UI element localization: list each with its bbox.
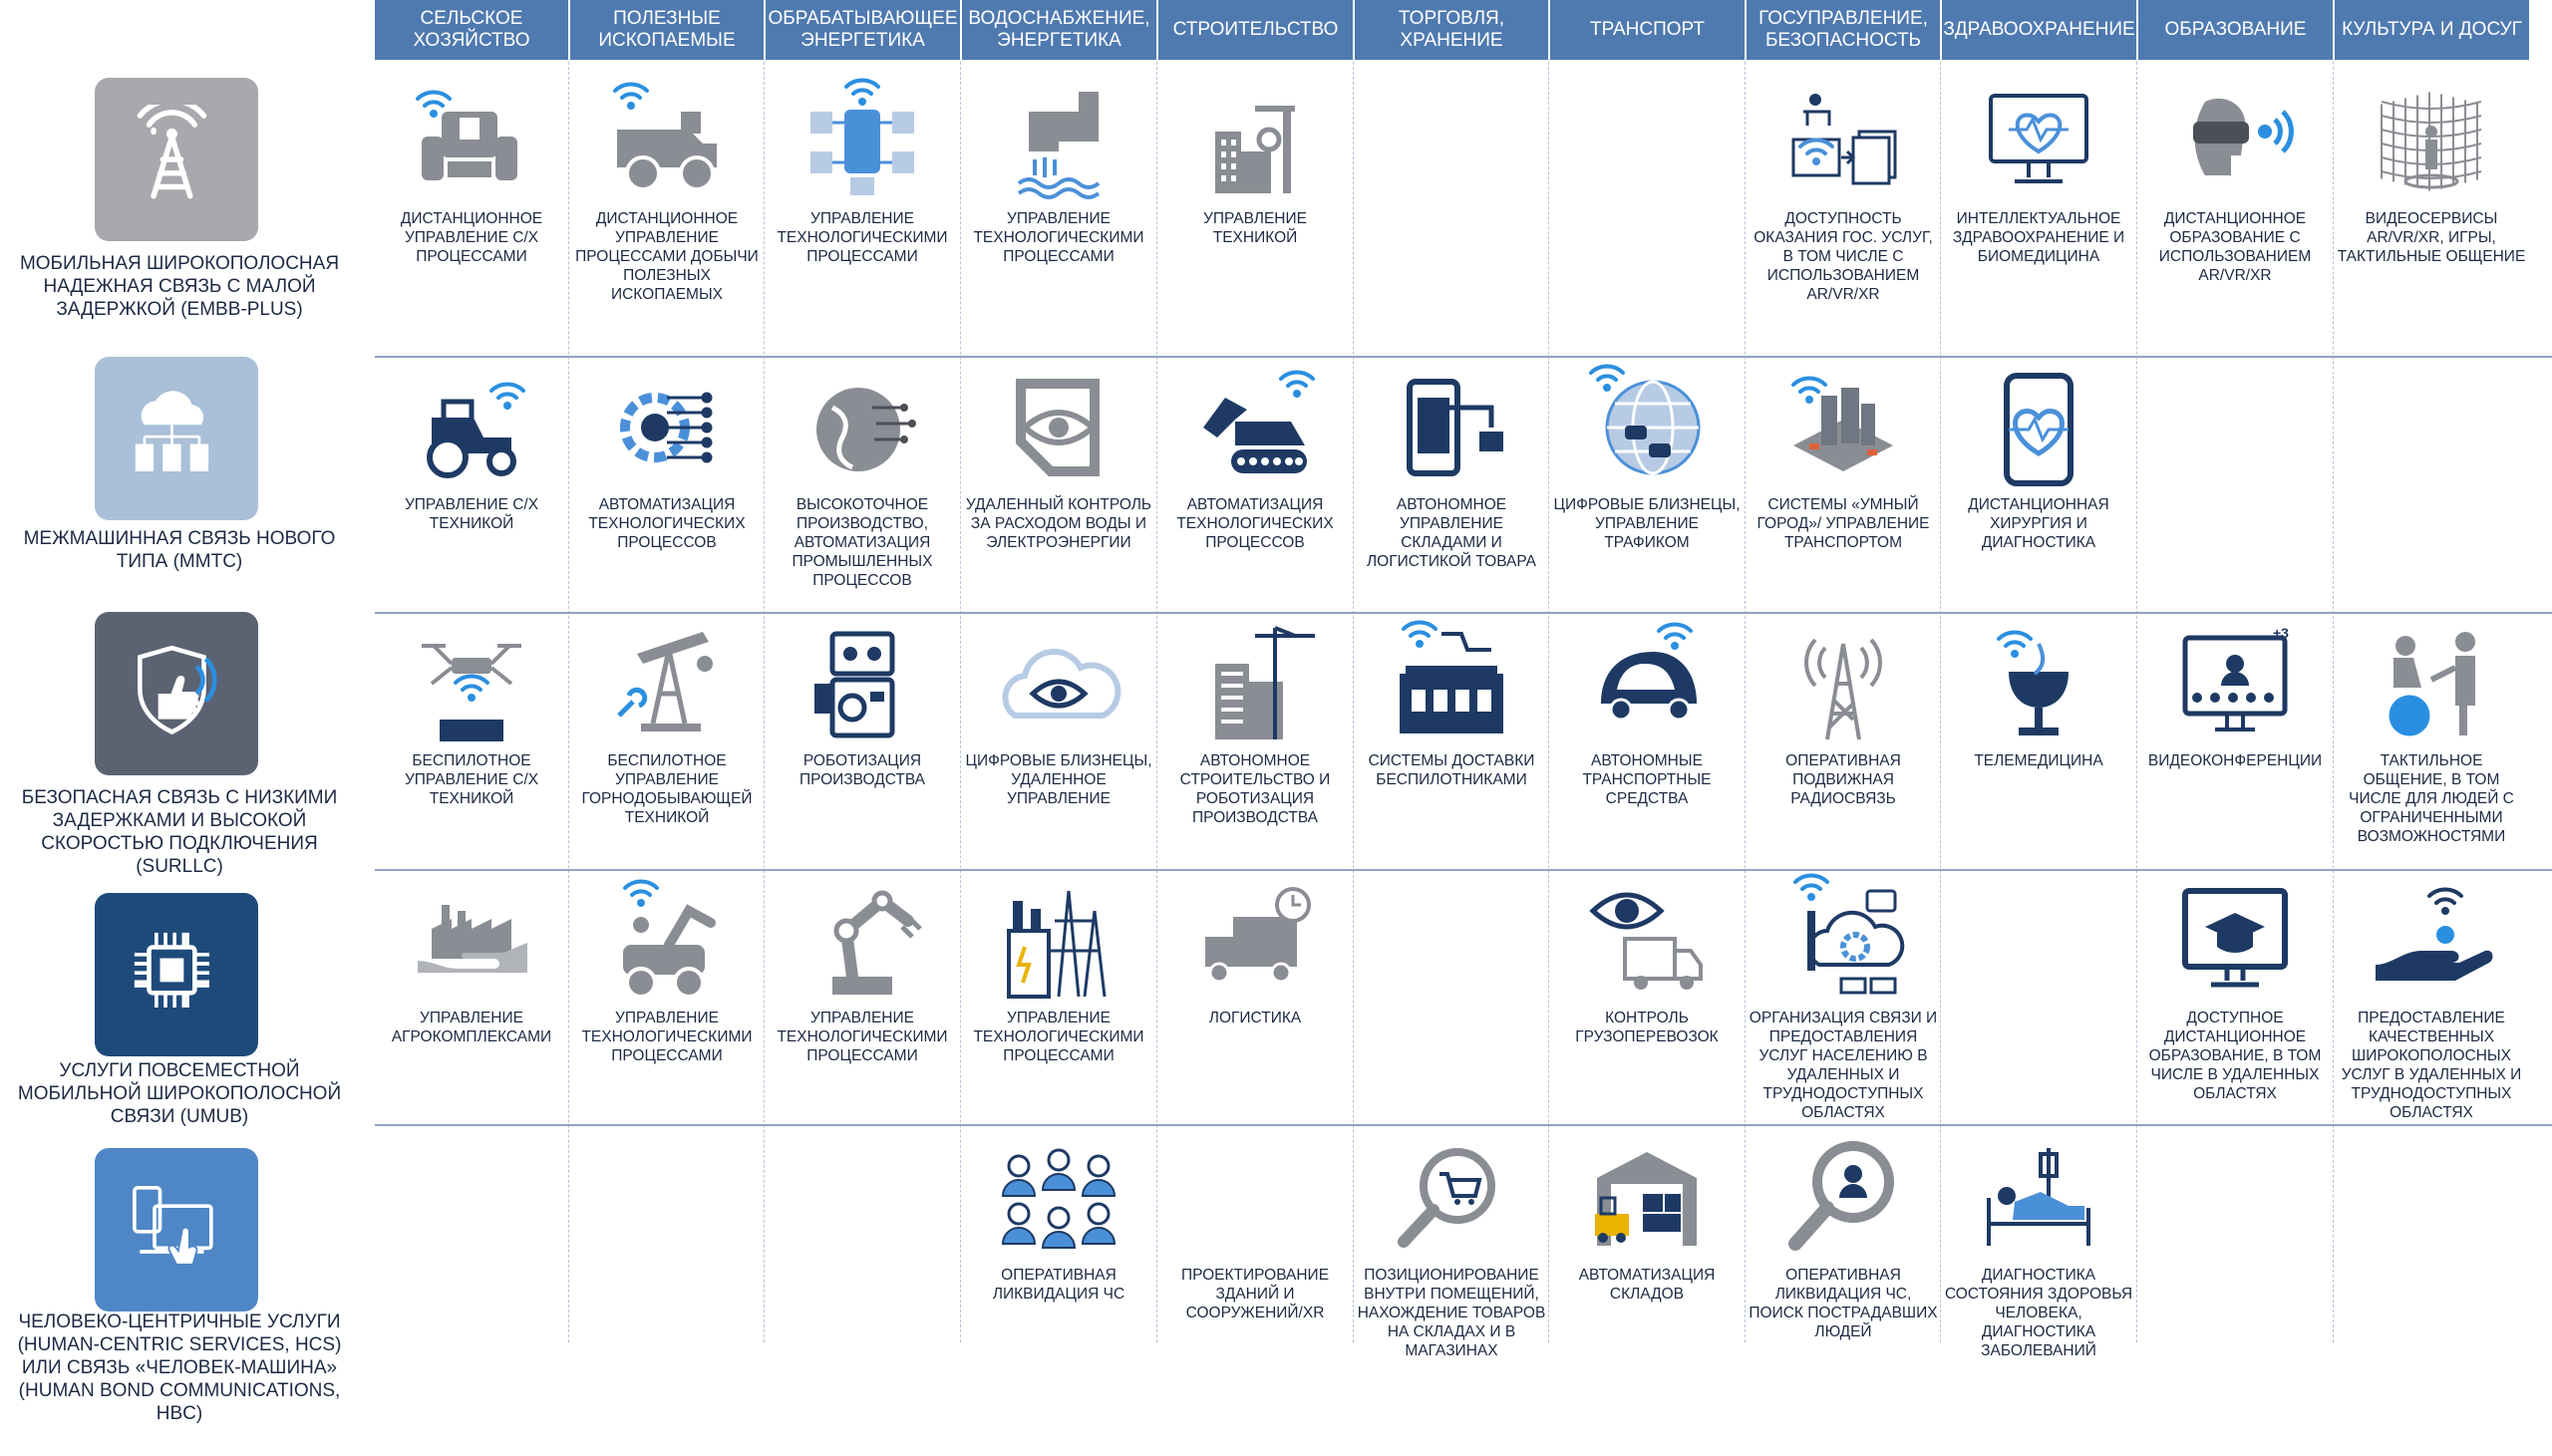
application-icon: [1195, 624, 1315, 743]
application-cell: [377, 612, 566, 859]
application-cell: [1160, 612, 1350, 859]
application-icon: [607, 624, 727, 743]
robot-arm-icon: [802, 881, 922, 1001]
application-label: БЕСПИЛОТНОЕ УПРАВЛЕНИЕ С/Х ТЕХНИКОЙ: [404, 752, 539, 807]
industry-header: ОБРАЗОВАНИЕ: [2138, 0, 2333, 60]
hospital-bed-icon: [1979, 1138, 2098, 1258]
heart-monitor-icon: [1979, 82, 2098, 201]
application-icon: [1979, 1138, 2098, 1258]
application-icon: [1783, 368, 1903, 487]
application-cell: [964, 612, 1153, 859]
application-icon: [1587, 881, 1707, 1001]
application-cell: [2140, 70, 2330, 317]
globe-circuit-icon: [802, 368, 922, 487]
application-icon: [2372, 881, 2491, 1001]
industry-header: ОБРАБАТЫВАЮЩЕЕ ЭНЕРГЕТИКА: [766, 0, 960, 60]
application-cell: [2140, 869, 2330, 1116]
service-tile: [95, 357, 258, 520]
application-icon: [1587, 624, 1707, 743]
application-cell: [1160, 356, 1350, 603]
application-label: ПОЗИЦИОНИРОВАНИЕ ВНУТРИ ПОМЕЩЕНИЙ, НАХОЖДЕНИЕ ТОВАРОВ НА СКЛАДАХ И В МАГАЗИНАХ: [1357, 1267, 1546, 1359]
application-label: АВТОНОМНЫЕ ТРАНСПОРТНЫЕ СРЕДСТВА: [1582, 752, 1712, 807]
participants-badge: +3: [2273, 625, 2289, 641]
cloud-gear-icon: [1783, 881, 1903, 1001]
application-cell: [1160, 869, 1350, 1116]
application-icon: [607, 82, 727, 201]
application-icon: [1195, 82, 1315, 201]
column-divider: [1745, 62, 1746, 1342]
touch-device-icon: [122, 1175, 231, 1285]
cloud-network-icon: [122, 384, 231, 493]
smart-city-icon: [1783, 368, 1903, 487]
traffic-globe-icon: [1587, 368, 1707, 487]
application-cell: [1944, 612, 2133, 859]
application-cell: [377, 869, 566, 1116]
column-divider: [568, 62, 569, 1342]
drone-icon: [412, 624, 531, 743]
application-label: ОПЕРАТИВНАЯ ЛИКВИДАЦИЯ ЧС, ПОИСК ПОСТРАДАВШИХ ЛЮДЕЙ: [1749, 1267, 1938, 1340]
application-cell: [1552, 1126, 1742, 1373]
medical-bowl-icon: [1979, 624, 2098, 743]
application-cell: [377, 356, 566, 603]
application-label: ИНТЕЛЛЕКТУАЛЬНОЕ ЗДРАВООХРАНЕНИЕ И БИОМЕДИЦИНА: [1952, 210, 2125, 265]
application-cell: [964, 70, 1153, 317]
service-tile: [95, 612, 258, 775]
application-cell: [1749, 612, 1938, 859]
application-cell: [1160, 1126, 1350, 1373]
column-divider: [764, 62, 765, 1342]
application-icon: [802, 368, 922, 487]
vr-room-icon: [2372, 82, 2491, 201]
service-label: УСЛУГИ ПОВСЕМЕСТНОЙ МОБИЛЬНОЙ ШИРОКОПОЛОСНОЙ СВЯЗИ (UMUB): [17, 1060, 342, 1127]
application-icon: [999, 881, 1118, 1001]
application-label: ДИАГНОСТИКА СОСТОЯНИЯ ЗДОРОВЬЯ ЧЕЛОВЕКА, ДИАГНОСТИКА ЗАБОЛЕВАНИЙ: [1944, 1267, 2133, 1359]
application-icon: [1195, 368, 1315, 487]
store-delivery-icon: [1392, 624, 1511, 743]
application-icon: [1783, 82, 1903, 201]
monitor-cap-icon: [2175, 881, 2295, 1001]
application-icon: [607, 881, 727, 1001]
application-label: ВИДЕОСЕРВИСЫ AR/VR/XR, ИГРЫ, ТАКТИЛЬНЫЕ ОБЩЕНИЕ: [2337, 210, 2526, 265]
application-icon: [1392, 1138, 1511, 1258]
application-cell: [572, 70, 762, 317]
application-icon: [1392, 624, 1511, 743]
tractor-icon: [412, 368, 531, 487]
column-divider: [2136, 62, 2137, 1342]
rover-arm-icon: [607, 881, 727, 1001]
application-cell: [1552, 869, 1742, 1116]
magnifier-cart-icon: [1392, 1138, 1511, 1258]
application-label: ДИСТАНЦИОННОЕ УПРАВЛЕНИЕ ПРОЦЕССАМИ ДОБЫЧИ ПОЛЕЗНЫХ ИСКОПАЕМЫХ: [575, 210, 759, 303]
application-label: УПРАВЛЕНИЕ ТЕХНОЛОГИЧЕСКИМИ ПРОЦЕССАМИ: [973, 210, 1144, 265]
application-cell: [1749, 869, 1938, 1121]
application-cell: [768, 612, 957, 859]
hand-wifi-icon: [2372, 881, 2491, 1001]
application-cell: [1944, 356, 2133, 603]
application-label: УПРАВЛЕНИЕ С/Х ТЕХНИКОЙ: [404, 496, 539, 532]
service-tile: [95, 1148, 258, 1311]
application-cell: [1749, 356, 1938, 603]
service-tile: [95, 893, 258, 1056]
power-plant-icon: [999, 881, 1118, 1001]
application-cell: [572, 869, 762, 1116]
phone-warehouse-icon: [1392, 368, 1511, 487]
wheelchair-icon: [2372, 624, 2491, 743]
application-label: ВЫСОКОТОЧНОЕ ПРОИЗВОДСТВО, АВТОМАТИЗАЦИЯ ПРОМЫШЛЕННЫХ ПРОЦЕССОВ: [792, 496, 933, 589]
building-crane-icon: [1195, 624, 1315, 743]
process-network-icon: [802, 82, 922, 201]
application-icon: [412, 881, 531, 1001]
application-icon: [999, 82, 1118, 201]
service-tile: [95, 78, 258, 241]
application-cell: [1944, 1126, 2133, 1373]
service-label: БЕЗОПАСНАЯ СВЯЗЬ С НИЗКИМИ ЗАДЕРЖКАМИ И ВЫСОКОЙ СКОРОСТЬЮ ПОДКЛЮЧЕНИЯ (SURLLC): [21, 787, 338, 877]
application-cell: [1357, 1126, 1546, 1373]
application-label: РОБОТИЗАЦИЯ ПРОИЗВОДСТВА: [798, 752, 926, 788]
autonomous-car-icon: [1587, 624, 1707, 743]
application-icon: [802, 82, 922, 201]
application-label: ДИСТАНЦИОННОЕ УПРАВЛЕНИЕ С/Х ПРОЦЕССАМИ: [400, 210, 543, 265]
application-label: ОРГАНИЗАЦИЯ СВЯЗИ И ПРЕДОСТАВЛЕНИЯ УСЛУГ НАСЕЛЕНИЮ В УДАЛЕННЫХ И ТРУДНОДОСТУПНЫХ ОБЛАСТЯХ: [1749, 1010, 1938, 1121]
application-icon: [2175, 881, 2295, 1001]
application-cell: [768, 70, 957, 317]
application-icon: [999, 1138, 1118, 1258]
application-icon: [1783, 881, 1903, 1001]
robot-icon: [802, 624, 922, 743]
mining-truck-icon: [607, 82, 727, 201]
application-label: ДОСТУПНОЕ ДИСТАНЦИОННОЕ ОБРАЗОВАНИЕ, В ТОМ ЧИСЛЕ В УДАЛЕННЫХ ОБЛАСТЯХ: [2148, 1010, 2322, 1102]
application-cell: [964, 356, 1153, 603]
application-cell: [2337, 612, 2526, 859]
application-icon: [2175, 82, 2295, 201]
application-label: ДИСТАНЦИОННАЯ ХИРУРГИЯ И ДИАГНОСТИКА: [1968, 496, 2109, 551]
application-label: АВТОНОМНОЕ УПРАВЛЕНИЕ СКЛАДАМИ И ЛОГИСТИКОЙ ТОВАРА: [1366, 496, 1537, 570]
application-label: ВИДЕОКОНФЕРЕНЦИИ: [2147, 752, 2323, 769]
hand-factory-icon: [412, 881, 531, 1001]
application-cell: [768, 356, 957, 603]
service-label: ЧЕЛОВЕКО-ЦЕНТРИЧНЫЕ УСЛУГИ (HUMAN-CENTRIC SERVICES, HCS) ИЛИ СВЯЗЬ «ЧЕЛОВЕК-МАШИНА» (HUMAN BOND COMMUNICATIONS, HBC): [17, 1311, 342, 1424]
application-cell: [1749, 70, 1938, 317]
industry-header: СТРОИТЕЛЬСТВО: [1158, 0, 1353, 60]
application-cell: [1357, 612, 1546, 859]
radio-tower-icon: [1783, 624, 1903, 743]
application-label: ОПЕРАТИВНАЯ ПОДВИЖНАЯ РАДИОСВЯЗЬ: [1785, 752, 1901, 807]
column-divider: [1353, 62, 1354, 1342]
industry-header: КУЛЬТУРА И ДОСУГ: [2335, 0, 2529, 60]
application-cell: [2337, 869, 2526, 1121]
industry-header: ВОДОСНАБЖЕНИЕ, ЭНЕРГЕТИКА: [962, 0, 1156, 60]
application-label: УПРАВЛЕНИЕ ТЕХНОЛОГИЧЕСКИМИ ПРОЦЕССАМИ: [777, 210, 948, 265]
application-icon: [607, 368, 727, 487]
oil-pump-icon: [607, 624, 727, 743]
industry-header: ПОЛЕЗНЫЕ ИСКОПАЕМЫЕ: [570, 0, 764, 60]
application-cell: [2140, 612, 2330, 859]
application-icon: [412, 82, 531, 201]
application-cell: [1552, 612, 1742, 859]
video-conference-icon: [2175, 624, 2295, 743]
column-divider: [1156, 62, 1157, 1342]
gov-services-icon: [1783, 82, 1903, 201]
application-icon: [412, 624, 531, 743]
application-cell: [1160, 70, 1350, 317]
application-label: УДАЛЕННЫЙ КОНТРОЛЬ ЗА РАСХОДОМ ВОДЫ И ЭЛЕКТРОЭНЕРГИИ: [965, 496, 1152, 551]
phone-heart-icon: [1979, 368, 2098, 487]
application-cell: [1357, 356, 1546, 603]
application-cell: [572, 356, 762, 603]
eye-truck-icon: [1587, 881, 1707, 1001]
application-label: ОПЕРАТИВНАЯ ЛИКВИДАЦИЯ ЧС: [992, 1267, 1125, 1303]
application-icon: [802, 881, 922, 1001]
application-label: АВТОНОМНОЕ СТРОИТЕЛЬСТВО И РОБОТИЗАЦИЯ ПРОИЗВОДСТВА: [1179, 752, 1331, 826]
excavator-icon: [1195, 368, 1315, 487]
application-label: СИСТЕМЫ «УМНЫЙ ГОРОД»/ УПРАВЛЕНИЕ ТРАНСПОРТОМ: [1756, 496, 1930, 551]
application-icon: [999, 624, 1118, 743]
shield-thumb-icon: [122, 639, 231, 748]
application-cell: [1552, 356, 1742, 603]
application-cell: [768, 869, 957, 1116]
application-label: ПРОЕКТИРОВАНИЕ ЗДАНИЙ И СООРУЖЕНИЙ/XR: [1180, 1267, 1330, 1321]
service-column: [0, 0, 359, 1456]
application-icon: [1979, 624, 2098, 743]
application-icon: [2372, 624, 2491, 743]
application-label: ЛОГИСТИКА: [1208, 1010, 1302, 1026]
application-label: АВТОМАТИЗАЦИЯ ТЕХНОЛОГИЧЕСКИХ ПРОЦЕССОВ: [588, 496, 746, 551]
application-label: АВТОМАТИЗАЦИЯ СКЛАДОВ: [1578, 1267, 1716, 1303]
column-divider: [1548, 62, 1549, 1342]
application-label: АВТОМАТИЗАЦИЯ ТЕХНОЛОГИЧЕСКИХ ПРОЦЕССОВ: [1176, 496, 1334, 551]
application-label: КОНТРОЛЬ ГРУЗОПЕРЕВОЗОК: [1575, 1010, 1719, 1045]
application-label: ДОСТУПНОСТЬ ОКАЗАНИЯ ГОС. УСЛУГ, В ТОМ ЧИСЛЕ С ИСПОЛЬЗОВАНИЕМ AR/VR/XR: [1754, 210, 1933, 303]
application-icon: [2372, 82, 2491, 201]
application-icon: [1783, 624, 1903, 743]
application-label: ТАКТИЛЬНОЕ ОБЩЕНИЕ, В ТОМ ЧИСЛЕ ДЛЯ ЛЮДЕЙ С ОГРАНИЧЕННЫМИ ВОЗМОЖНОСТЯМИ: [2349, 752, 2514, 845]
application-cell: [964, 1126, 1153, 1373]
application-icon: [1195, 881, 1315, 1001]
application-label: ЦИФРОВЫЕ БЛИЗНЕЦЫ, УПРАВЛЕНИЕ ТРАФИКОМ: [1553, 496, 1741, 551]
application-icon: [1979, 82, 2098, 201]
gear-circuit-icon: [607, 368, 727, 487]
remote-tractor-icon: [412, 82, 531, 201]
eye-meter-icon: [999, 368, 1118, 487]
delivery-truck-icon: [1195, 881, 1315, 1001]
application-label: СИСТЕМЫ ДОСТАВКИ БЕСПИЛОТНИКАМИ: [1368, 752, 1535, 788]
application-cell: [1944, 70, 2133, 317]
application-cell: [377, 70, 566, 317]
application-label: ДИСТАНЦИОННОЕ ОБРАЗОВАНИЕ С ИСПОЛЬЗОВАНИЕМ AR/VR/XR: [2158, 210, 2312, 284]
industry-header: СЕЛЬСКОЕ ХОЗЯЙСТВО: [375, 0, 568, 60]
chip-icon: [122, 920, 231, 1029]
column-divider: [2333, 62, 2334, 1342]
application-label: УПРАВЛЕНИЕ ТЕХНИКОЙ: [1203, 210, 1307, 246]
construction-crane-icon: [1195, 82, 1315, 201]
application-label: УПРАВЛЕНИЕ ТЕХНОЛОГИЧЕСКИМИ ПРОЦЕССАМИ: [581, 1010, 753, 1064]
team-icon: [999, 1138, 1118, 1258]
cloud-eye-icon: [999, 624, 1118, 743]
application-label: БЕСПИЛОТНОЕ УПРАВЛЕНИЕ ГОРНОДОБЫВАЮЩЕЙ ТЕХНИКОЙ: [581, 752, 753, 826]
warehouse-forklift-icon: [1587, 1138, 1707, 1258]
application-cell: [964, 869, 1153, 1116]
vr-headset-icon: [2175, 82, 2295, 201]
service-label: МОБИЛЬНАЯ ШИРОКОПОЛОСНАЯ НАДЕЖНАЯ СВЯЗЬ С МАЛОЙ ЗАДЕРЖКОЙ (EMBB-PLUS): [19, 253, 340, 320]
industry-header: ГОСУПРАВЛЕНИЕ, БЕЗОПАСНОСТЬ: [1747, 0, 1940, 60]
application-label: ЦИФРОВЫЕ БЛИЗНЕЦЫ, УДАЛЕННОЕ УПРАВЛЕНИЕ: [965, 752, 1152, 807]
service-label: МЕЖМАШИННАЯ СВЯЗЬ НОВОГО ТИПА (MMTC): [23, 528, 336, 572]
application-icon: [999, 368, 1118, 487]
application-icon: [1587, 1138, 1707, 1258]
application-icon: [2175, 624, 2295, 743]
application-icon: [1783, 1138, 1903, 1258]
application-icon: [802, 624, 922, 743]
antenna-tower-icon: [122, 105, 231, 214]
application-cell: [2337, 70, 2526, 317]
application-cell: [1749, 1126, 1938, 1373]
industry-header: ТОРГОВЛЯ, ХРАНЕНИЕ: [1355, 0, 1548, 60]
application-label: УПРАВЛЕНИЕ АГРОКОМПЛЕКСАМИ: [391, 1010, 552, 1045]
application-label: УПРАВЛЕНИЕ ТЕХНОЛОГИЧЕСКИМИ ПРОЦЕССАМИ: [777, 1010, 948, 1064]
application-icon: [1979, 368, 2098, 487]
magnifier-person-icon: [1783, 1138, 1903, 1258]
industry-header: ТРАНСПОРТ: [1550, 0, 1745, 60]
industry-header: ЗДРАВООХРАНЕНИЕ: [1942, 0, 2136, 60]
water-pipe-icon: [999, 82, 1118, 201]
application-icon: [1587, 368, 1707, 487]
application-label: ПРЕДОСТАВЛЕНИЕ КАЧЕСТВЕННЫХ ШИРОКОПОЛОСНЫХ УСЛУГ В УДАЛЕННЫХ И ТРУДНОДОСТУПНЫХ ОБЛАСТЯХ: [2341, 1010, 2522, 1121]
application-label: ТЕЛЕМЕДИЦИНА: [1974, 752, 2103, 769]
application-label: УПРАВЛЕНИЕ ТЕХНОЛОГИЧЕСКИМИ ПРОЦЕССАМИ: [973, 1010, 1144, 1064]
column-divider: [1940, 62, 1941, 1342]
application-cell: [572, 612, 762, 859]
application-icon: [1392, 368, 1511, 487]
application-icon: [412, 368, 531, 487]
column-divider: [960, 62, 961, 1342]
